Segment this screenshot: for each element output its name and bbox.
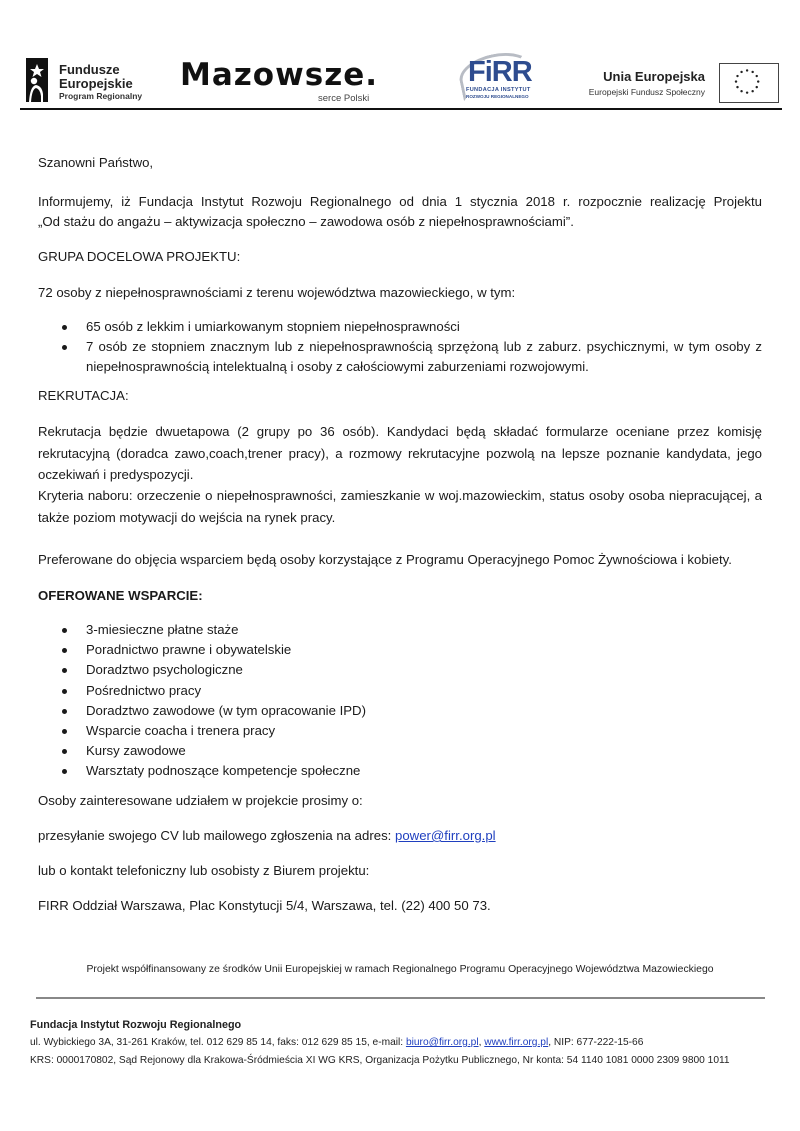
bullet-icon xyxy=(62,689,67,694)
bullet-icon xyxy=(62,709,67,714)
firr-logo xyxy=(455,52,540,107)
criteria-paragraph: Kryteria naboru: orzeczenie o niepełnosprawności, zamieszkanie w woj.mazowieckim, status osoby osoba niepracującej, a także poziom motywacji do wejścia na rynek pracy. xyxy=(38,488,762,525)
target-group-heading: GRUPA DOCELOWA PROJEKTU: xyxy=(38,249,241,264)
eu-stars-icon xyxy=(720,64,777,101)
salutation: Szanowni Państwo, xyxy=(38,155,154,170)
target-group-list xyxy=(38,317,762,377)
bullet-icon xyxy=(62,749,67,754)
list-item: Doradztwo zawodowe (w tym opracowanie IPD) xyxy=(38,701,762,721)
footer-address-line: ul. Wybickiego 3A, 31-261 Kraków, tel. 012 629 85 14, faks: 012 629 85 15, e-mail: biuro@firr.org.pl, www.firr.org.pl, NIP: 677-222-15-66 xyxy=(30,1037,644,1048)
bullet-icon xyxy=(62,648,67,653)
mazowsze-wordmark: Mazowsze. xyxy=(180,57,379,93)
mazowsze-logo xyxy=(180,58,390,108)
list-item: Pośrednictwo pracy xyxy=(38,681,762,701)
fundusze-europejskie-logo xyxy=(26,58,156,108)
ue-title: Unia Europejska xyxy=(603,69,705,84)
cofinancing-note: Projekt współfinansowany ze środków Unii Europejskiej w ramach Regionalnego Programu Operacyjnego Województwa Mazowieckiego xyxy=(86,964,714,975)
contact-paragraph: lub o kontakt telefoniczny lub osobisty z Biurem projektu: xyxy=(38,863,370,878)
firr-wordmark: FiRR xyxy=(468,56,532,88)
bullet-icon xyxy=(62,769,67,774)
firr-line2: ROZWOJU REGIONALNEGO xyxy=(466,94,529,99)
footer-website-link[interactable]: www.firr.org.pl xyxy=(484,1037,549,1048)
list-item: 7 osób ze stopniem znacznym lub z niepełnosprawnością sprzężoną lub z zaburz. psychicznymi, w tym osoby z niepełnosprawnością intelektualną i osoby z całościowymi zaburzeniami rozwojowymi. xyxy=(38,337,762,377)
bullet-icon xyxy=(62,628,67,633)
recruitment-paragraph: Rekrutacja będzie dwuetapowa (2 grupy po 36 osób). Kandydaci będą składać formularze oceniane przez komisję rekrutacyjną (doradca zawo,coach,trener pracy), a rozmowy rekrutacyjne pozwolą na lepsze poznanie kandydata, jego oczekiwań i predyspozycji. xyxy=(38,424,762,482)
footer-org-name: Fundacja Instytut Rozwoju Regionalnego xyxy=(30,1019,242,1031)
support-heading: OFEROWANE WSPARCIE: xyxy=(38,588,203,603)
list-item: 3-miesieczne płatne staże xyxy=(38,620,762,640)
letterhead xyxy=(0,0,800,112)
unia-europejska-logo xyxy=(575,70,705,100)
header-divider xyxy=(20,108,782,110)
cv-email-link[interactable]: power@firr.org.pl xyxy=(395,828,496,843)
fundusze-europejskie-flag-icon xyxy=(26,58,48,102)
fundusze-line1: Fundusze xyxy=(59,62,120,77)
list-item: Doradztwo psychologiczne xyxy=(38,660,762,680)
support-list xyxy=(38,620,762,782)
intro-paragraph: Informujemy, iż Fundacja Instytut Rozwoju Regionalnego od dnia 1 stycznia 2018 r. rozpocznie realizację Projektu xyxy=(38,194,762,209)
firr-line1: FUNDACJA INSTYTUT xyxy=(466,87,531,93)
list-item: Wsparcie coacha i trenera pracy xyxy=(38,721,762,741)
list-item: Poradnictwo prawne i obywatelskie xyxy=(38,640,762,660)
interested-paragraph: Osoby zainteresowane udziałem w projekcie prosimy o: xyxy=(38,793,363,808)
list-item: Warsztaty podnoszące kompetencje społeczne xyxy=(38,761,762,781)
bullet-icon xyxy=(62,325,67,330)
footer-email-link[interactable]: biuro@firr.org.pl xyxy=(405,1037,479,1048)
footer-krs-line: KRS: 0000170802, Sąd Rejonowy dla Krakowa-Śródmieścia XI WG KRS, Organizacja Pożytku Publicznego, Nr konta: 54 1140 1081 0000 2309 9800 1011 xyxy=(30,1055,730,1066)
list-item: 65 osób z lekkim i umiarkowanym stopniem niepełnosprawności xyxy=(38,317,762,337)
fundusze-line2: Europejskie xyxy=(59,76,133,91)
cv-paragraph: przesyłanie swojego CV lub mailowego zgłoszenia na adres: power@firr.org.pl xyxy=(38,828,496,843)
office-address: FIRR Oddział Warszawa, Plac Konstytucji 5/4, Warszawa, tel. (22) 400 50 73. xyxy=(38,898,491,913)
mazowsze-tagline: serce Polski xyxy=(318,93,370,104)
target-group-summary: 72 osoby z niepełnosprawnościami z terenu województwa mazowieckiego, w tym: xyxy=(38,285,516,300)
ue-subtitle: Europejski Fundusz Społeczny xyxy=(588,87,705,97)
bullet-icon xyxy=(62,345,67,350)
eu-flag-icon xyxy=(719,63,779,103)
preferred-paragraph: Preferowane do objęcia wsparciem będą osoby korzystające z Programu Operacyjnego Pomoc Żywnościowa i kobiety. xyxy=(38,552,732,567)
project-title: „Od stażu do angażu – aktywizacja społeczno – zawodowa osób z niepełnosprawnościami”. xyxy=(38,214,574,229)
list-item: Kursy zawodowe xyxy=(38,741,762,761)
bullet-icon xyxy=(62,668,67,673)
fundusze-line3: Program Regionalny xyxy=(59,91,143,101)
footer-divider xyxy=(36,997,765,999)
recruitment-heading: REKRUTACJA: xyxy=(38,388,129,403)
bullet-icon xyxy=(62,729,67,734)
